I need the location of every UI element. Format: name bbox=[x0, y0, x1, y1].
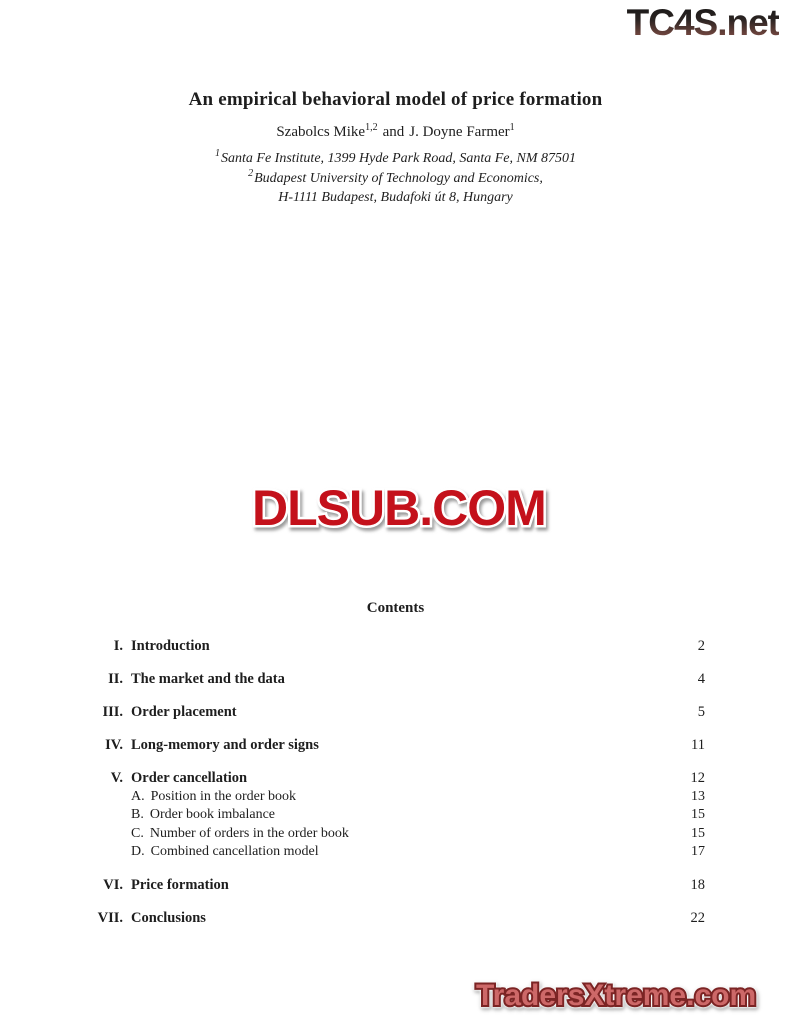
toc-entry-number: II. bbox=[108, 671, 123, 687]
toc-entry-label: Combined cancellation model bbox=[150, 844, 319, 859]
author-2-superscript: 1 bbox=[509, 122, 515, 133]
toc-entry-page: 13 bbox=[691, 788, 705, 804]
toc-entry-page: 15 bbox=[691, 807, 705, 822]
toc-entry-label: The market and the data bbox=[131, 671, 285, 687]
author-1: Szabolcs Mike bbox=[276, 124, 366, 140]
toc-entry-number: D. bbox=[131, 844, 145, 859]
toc-entry-page: 11 bbox=[691, 737, 705, 753]
toc-entry-page: 4 bbox=[697, 671, 705, 687]
toc-entry-label: Order cancellation bbox=[131, 770, 248, 786]
toc-entry-page: 18 bbox=[690, 877, 705, 893]
affiliations bbox=[0, 149, 791, 208]
toc-entry-number: V. bbox=[110, 770, 123, 786]
toc-row bbox=[90, 637, 705, 656]
toc-entry-number: C. bbox=[131, 825, 144, 841]
toc-row bbox=[90, 843, 705, 862]
toc-entry-page: 5 bbox=[697, 704, 705, 720]
toc-row bbox=[90, 876, 705, 895]
author-2: J. Doyne Farmer bbox=[409, 124, 510, 140]
toc-row bbox=[90, 736, 705, 755]
toc-entry-page: 17 bbox=[691, 844, 705, 859]
watermark-tc4s: TC4S.net bbox=[626, 2, 779, 43]
toc-row bbox=[90, 806, 705, 825]
toc-entry-number: B. bbox=[131, 807, 144, 822]
toc-entry-page: 12 bbox=[690, 770, 705, 786]
toc-entry-label: Conclusions bbox=[131, 910, 206, 926]
table-of-contents bbox=[90, 637, 705, 928]
toc-row bbox=[90, 769, 705, 788]
toc-entry-label: Long-memory and order signs bbox=[131, 737, 319, 753]
toc-row bbox=[90, 909, 705, 928]
affiliation-line bbox=[0, 188, 791, 208]
affiliation-text: Santa Fe Institute, 1399 Hyde Park Road, Santa Fe, NM 87501 bbox=[221, 151, 576, 166]
watermark-tradersxtreme: TradersXtreme.com bbox=[476, 979, 757, 1012]
toc-entry-number: VII. bbox=[97, 910, 123, 926]
toc-row bbox=[90, 703, 705, 722]
affiliation-text: H-1111 Budapest, Budafoki út 8, Hungary bbox=[278, 190, 513, 205]
toc-row bbox=[90, 670, 705, 689]
paper-title: An empirical behavioral model of price formation bbox=[188, 89, 603, 110]
toc-entry-number: I. bbox=[113, 638, 123, 654]
toc-entry-page: 15 bbox=[691, 825, 705, 841]
watermark-dlsub: DLSUB.COM bbox=[252, 480, 546, 536]
toc-entry-label: Order book imbalance bbox=[149, 807, 276, 822]
affiliation-line bbox=[0, 169, 791, 189]
affiliation-text: Budapest University of Technology and Economics, bbox=[254, 170, 543, 186]
contents-heading: Contents bbox=[366, 600, 425, 616]
toc-row bbox=[90, 788, 705, 807]
toc-entry-label: Introduction bbox=[131, 638, 210, 654]
affiliation-superscript: 1 bbox=[215, 148, 220, 160]
toc-entry-label: Order placement bbox=[131, 704, 237, 720]
toc-entry-page: 2 bbox=[697, 638, 705, 654]
toc-entry-label: Price formation bbox=[131, 877, 229, 893]
toc-entry-label: Position in the order book bbox=[150, 788, 297, 804]
author-1-superscript: 1,2 bbox=[365, 122, 378, 133]
toc-entry-number: VI. bbox=[103, 877, 123, 893]
toc-row bbox=[90, 825, 705, 844]
toc-entry-label: Number of orders in the order book bbox=[149, 825, 349, 841]
toc-entry-number: III. bbox=[102, 704, 123, 720]
author-line bbox=[0, 124, 791, 141]
toc-entry-number: A. bbox=[131, 788, 145, 804]
affiliation-superscript: 2 bbox=[248, 167, 254, 179]
toc-entry-number: IV. bbox=[105, 737, 123, 753]
toc-entry-page: 22 bbox=[690, 910, 705, 926]
author-joiner: and bbox=[382, 124, 405, 140]
affiliation-line bbox=[0, 149, 791, 169]
